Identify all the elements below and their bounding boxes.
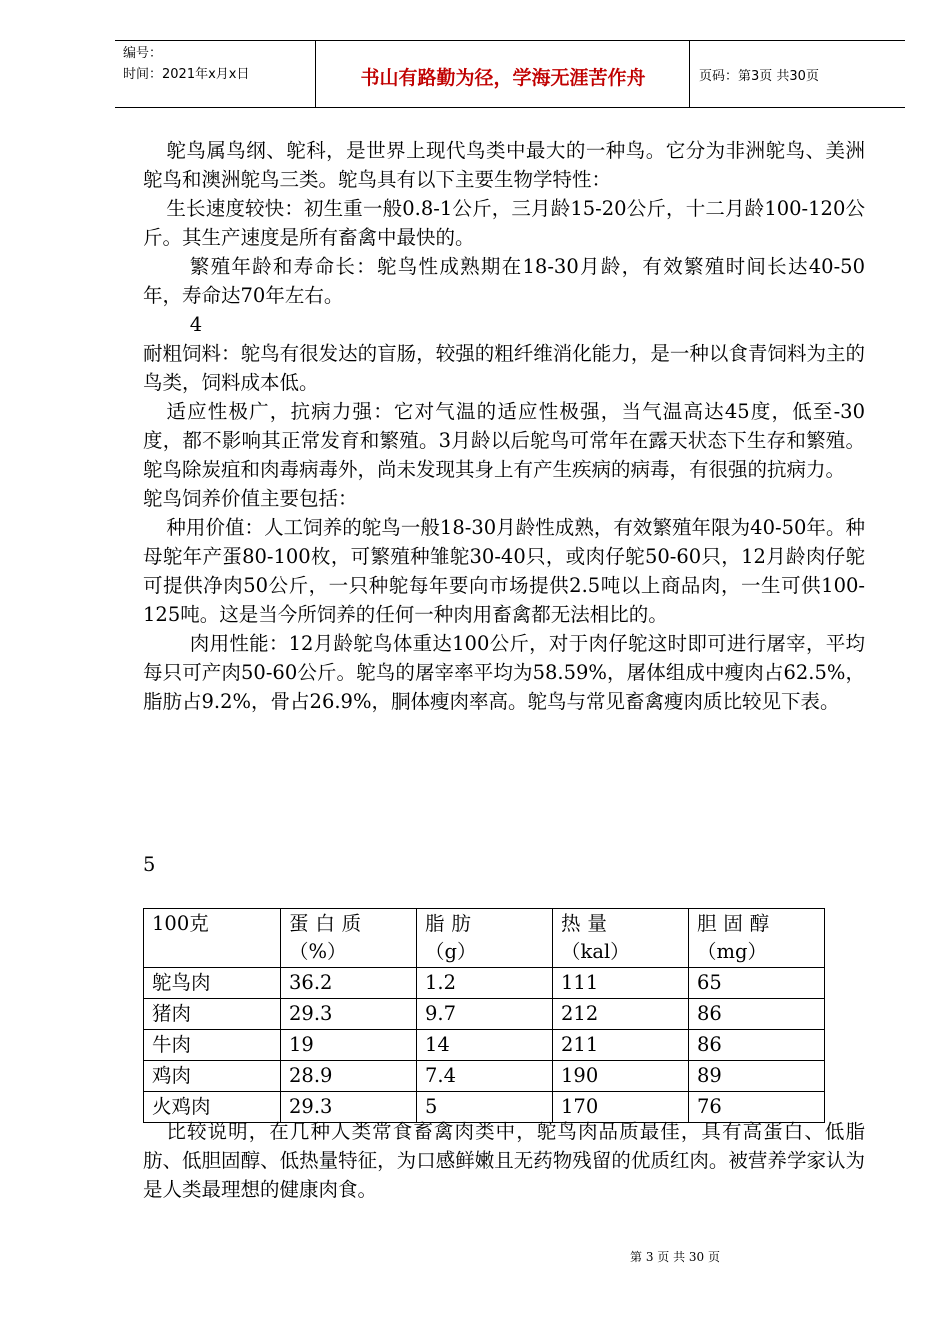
table-cell: 170 [553,1092,689,1123]
table-cell: 7.4 [417,1061,553,1092]
table-cell: 猪肉 [144,999,281,1030]
page-number-4: 4 [189,313,203,336]
conclusion-section [143,1117,865,1204]
table-cell: 29.3 [281,1092,417,1123]
table-header-row [144,909,825,968]
table-row [144,999,825,1030]
table-cell: 28.9 [281,1061,417,1092]
paragraph-meat-performance: 肉用性能：12月龄鸵鸟体重达100公斤，对于肉仔鸵这时即可进行屠宰，平均每只可产肉50-60公斤。鸵鸟的屠宰率平均为58.59%，屠体组成中瘦肉占62.5%，脂肪占9.2%，骨占26.9%，胴体瘦肉率高。鸵鸟与常见畜禽瘦肉质比较见下表。 [143,632,865,713]
table-cell: 36.2 [281,968,417,999]
table-cell: 89 [689,1061,825,1092]
table-cell: 鸵鸟肉 [144,968,281,999]
paragraph-intro: 鸵鸟属鸟纲、鸵科，是世界上现代鸟类中最大的一种鸟。它分为非洲鸵鸟、美洲鸵鸟和澳洲鸵鸟三类。鸵鸟具有以下主要生物学特性： [143,139,865,191]
table-cell: 190 [553,1061,689,1092]
table-header-cell: 热量 （kal） [553,909,689,968]
table-cell: 鸡肉 [144,1061,281,1092]
time-label: 时间：2021年x月x日 [123,67,250,82]
page-footer: 第 3 页 共 30 页 [630,1250,720,1264]
table-cell: 9.7 [417,999,553,1030]
paragraph-conclusion: 比较说明，在几种人类常食畜禽肉类中，鸵鸟肉品质最佳，具有高蛋白、低脂肪、低胆固醇、低热量特征，为口感鲜嫩且无药物残留的优质红肉。被营养学家认为是人类最理想的健康肉食。 [143,1120,865,1201]
paragraph-value-intro: 鸵鸟饲养价值主要包括： [143,487,358,510]
header-divider [689,41,690,107]
table-cell: 76 [689,1092,825,1123]
table-header-cell: 100克 [144,909,281,968]
table-cell: 19 [281,1030,417,1061]
header-divider [315,41,316,107]
header-page-info: 页码：第3页 共30页 [699,69,819,84]
paragraph-growth: 生长速度较快：初生重一般0.8-1公斤，三月龄15-20公斤，十二月龄100-120公斤。其生产速度是所有畜禽中最快的。 [143,197,865,249]
table-cell: 14 [417,1030,553,1061]
number-label: 编号： [123,46,163,61]
table-cell: 211 [553,1030,689,1061]
table-row [144,968,825,999]
table-cell: 65 [689,968,825,999]
paragraph-feed: 耐粗饲料：鸵鸟有很发达的盲肠，较强的粗纤维消化能力，是一种以食青饲料为主的鸟类，饲料成本低。 [143,342,865,394]
table-cell: 86 [689,1030,825,1061]
page-header [115,40,905,108]
table-cell: 牛肉 [144,1030,281,1061]
paragraph-breeding-value: 种用价值：人工饲养的鸵鸟一般18-30月龄性成熟，有效繁殖年限为40-50年。种母鸵年产蛋80-100枚，可繁殖种雏鸵30-40只，或肉仔鸵50-60只，12月龄肉仔鸵可提供净肉50公斤，一只种鸵每年要向市场提供2.5吨以上商品肉，一生可供100-125吨。这是当今所饲养的任何一种肉用畜禽都无法相比的。 [143,516,865,626]
page-number-5: 5 [143,853,156,876]
table-cell: 86 [689,999,825,1030]
paragraph-adaptability: 适应性极广，抗病力强：它对气温的适应性极强，当气温高达45度，低至-30度，都不影响其正常发育和繁殖。3月龄以后鸵鸟可常年在露天状态下生存和繁殖。鸵鸟除炭疽和肉毒病毒外，尚未发现其身上有产生疾病的病毒，有很强的抗病力。 [143,400,865,481]
table-cell: 1.2 [417,968,553,999]
table-cell: 111 [553,968,689,999]
meat-comparison-table [143,908,825,1123]
table-cell: 29.3 [281,999,417,1030]
table-row [144,1061,825,1092]
table-cell: 火鸡肉 [144,1092,281,1123]
table-row [144,1030,825,1061]
table-header-cell: 胆固醇 （mg） [689,909,825,968]
header-motto: 书山有路勤为径，学海无涯苦作舟 [360,67,646,89]
table-header-cell: 蛋白质 （%） [281,909,417,968]
table-header-cell: 脂肪 （g） [417,909,553,968]
main-content [143,136,865,716]
paragraph-breeding: 繁殖年龄和寿命长：鸵鸟性成熟期在18-30月龄，有效繁殖时间长达40-50年，寿命达70年左右。 [143,255,865,307]
table-cell: 212 [553,999,689,1030]
table-cell: 5 [417,1092,553,1123]
header-meta [123,43,313,85]
